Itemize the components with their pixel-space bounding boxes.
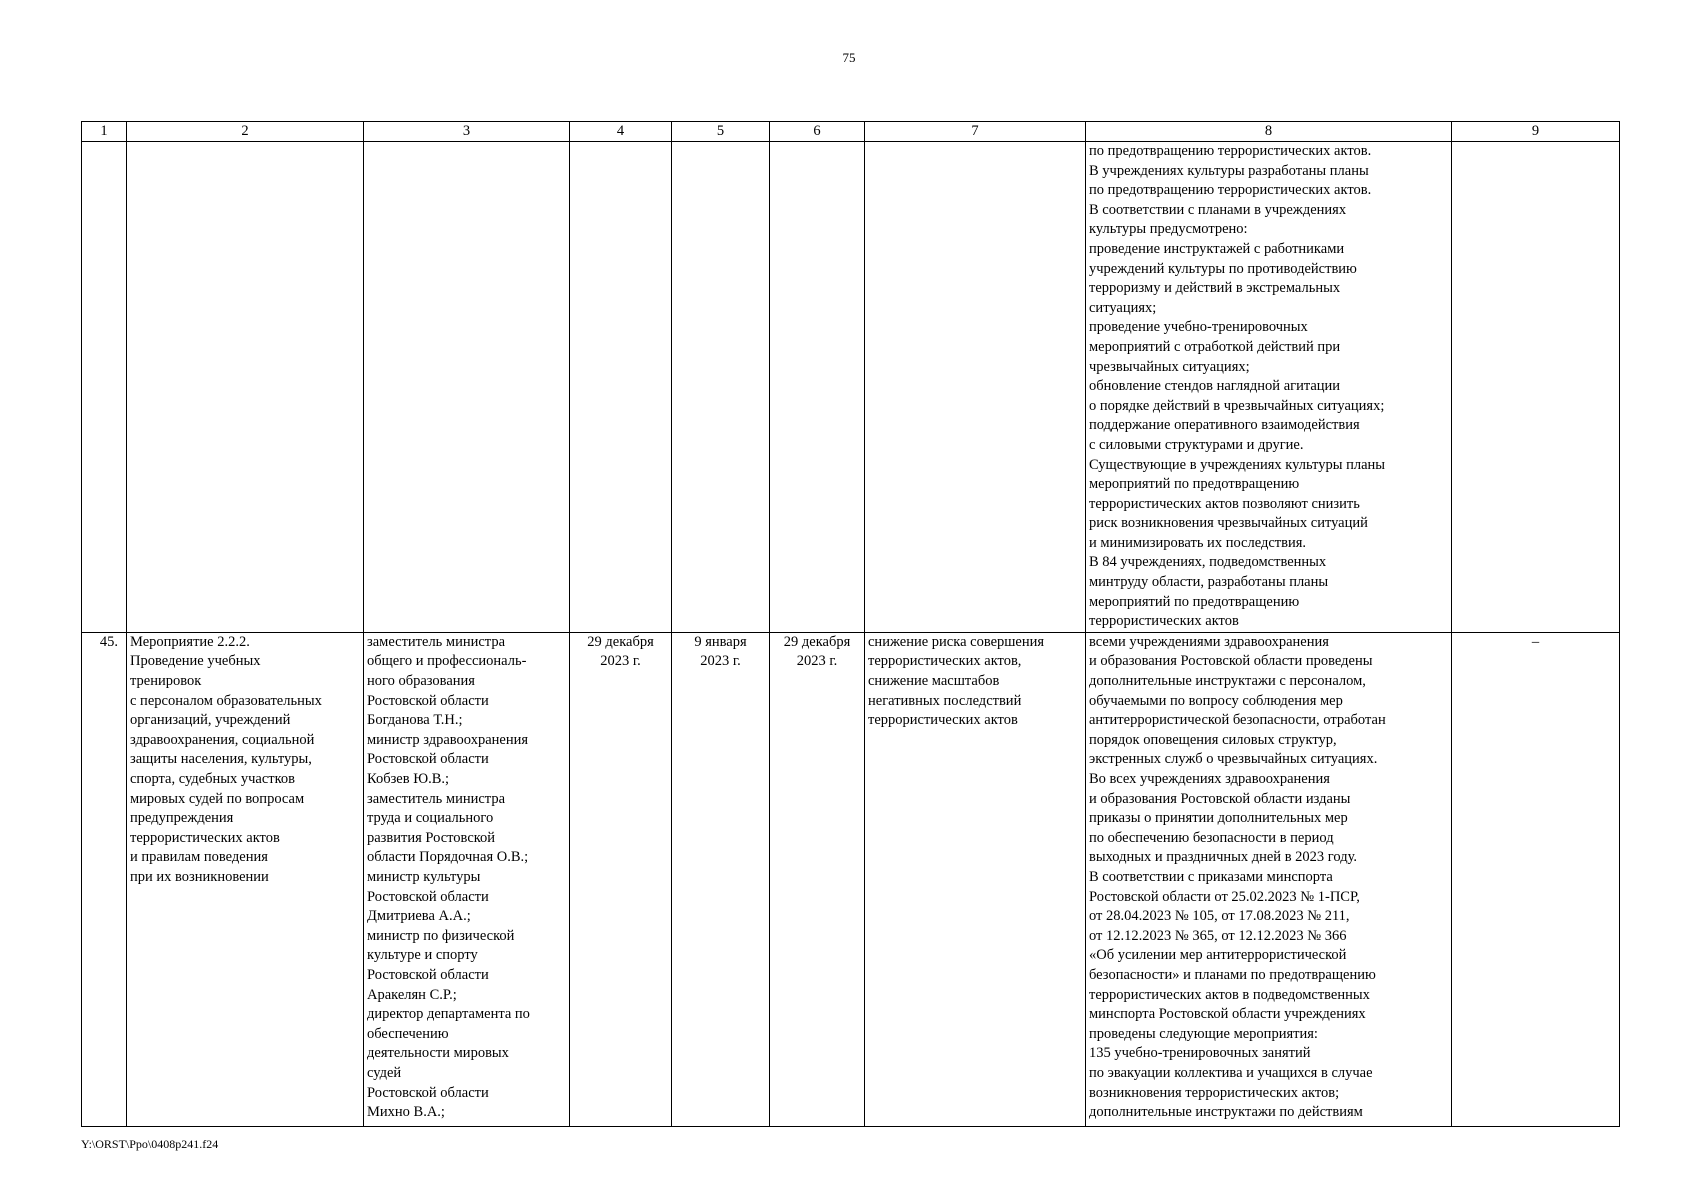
file-path-footer: Y:\ORST\Ppo\0408p241.f24 — [81, 1137, 219, 1151]
cell-end-date — [770, 142, 865, 633]
header-col-9: 9 — [1452, 122, 1620, 142]
header-col-3: 3 — [364, 122, 570, 142]
cell-actual-result: по предотвращению террористических актов. В учреждениях культуры разработаны планы по предотвращению террористических актов. В соответствии с планами в учреждениях культуры предусмотрено: проведение инструктажей с работниками учреждений культуры по противодействию терроризму и действий в экстремальных ситуациях; проведение учебно-тренировочных мероприятий с отработкой действий при чрезвычайных ситуациях; обновление стендов наглядной агитации о порядке действий в чрезвычайных ситуациях; поддержание оперативного взаимодействия с силовыми структурами и другие. Существующие в учреждениях культуры планы мероприятий по предотвращению террористических актов позволяют снизить риск возникновения чрезвычайных ситуаций и минимизировать их последствия. В 84 учреждениях, подведомственных минтруду области, разработаны планы мероприятий по предотвращению террористических актов — [1086, 142, 1452, 633]
header-col-4: 4 — [570, 122, 672, 142]
header-col-5: 5 — [672, 122, 770, 142]
cell-start-date: 9 января 2023 г. — [672, 632, 770, 1126]
cell-notes: – — [1452, 632, 1620, 1126]
header-col-2: 2 — [127, 122, 364, 142]
cell-notes — [1452, 142, 1620, 633]
cell-end-date: 29 декабря 2023 г. — [770, 632, 865, 1126]
cell-number: 45. — [82, 632, 127, 1126]
header-col-6: 6 — [770, 122, 865, 142]
cell-activity: Мероприятие 2.2.2. Проведение учебных тренировок с персоналом образовательных организаций, учреждений здравоохранения, социальной защиты населения, культуры, спорта, судебных участков мировых судей по вопросам предупреждения террористических актов и правилам поведения при их возникновении — [127, 632, 364, 1126]
cell-activity — [127, 142, 364, 633]
cell-actual-result: всеми учреждениями здравоохранения и образования Ростовской области проведены дополнительные инструктажи с персоналом, обучаемыми по вопросу соблюдения мер антитеррористической безопасности, отработан порядок оповещения силовых структур, экстренных служб о чрезвычайных ситуациях. Во всех учреждениях здравоохранения и образования Ростовской области изданы приказы о принятии дополнительных мер по обеспечению безопасности в период выходных и праздничных дней в 2023 году. В соответствии с приказами минспорта Ростовской области от 25.02.2023 № 1-ПСР, от 28.04.2023 № 105, от 17.08.2023 № 211, от 12.12.2023 № 365, от 12.12.2023 № 366 «Об усилении мер антитеррористической безопасности» и планами по предотвращению террористических актов в подведомственных минспорта Ростовской области учреждениях проведены следующие мероприятия: 135 учебно-тренировочных занятий по эвакуации коллектива и учащихся в случае возникновения террористических актов; дополнительные инструктажи по действиям — [1086, 632, 1452, 1126]
header-col-8: 8 — [1086, 122, 1452, 142]
column-number-header-row — [82, 122, 1620, 142]
page-number: 75 — [842, 50, 856, 65]
table-row-45 — [82, 632, 1620, 1126]
header-col-1: 1 — [82, 122, 127, 142]
header-col-7: 7 — [865, 122, 1086, 142]
table-row-continuation — [82, 142, 1620, 633]
report-table — [81, 121, 1620, 1127]
cell-responsible: заместитель министра общего и профессиональ- ного образования Ростовской области Богданова Т.Н.; министр здравоохранения Ростовской области Кобзев Ю.В.; заместитель министра труда и социального развития Ростовской области Порядочная О.В.; министр культуры Ростовской области Дмитриева А.А.; министр по физической культуре и спорту Ростовской области Аракелян С.Р.; директор департамента по обеспечению деятельности мировых судей Ростовской области Михно В.А.; — [364, 632, 570, 1126]
cell-planned-date — [570, 142, 672, 633]
cell-planned-date: 29 декабря 2023 г. — [570, 632, 672, 1126]
cell-expected-result — [865, 142, 1086, 633]
cell-number — [82, 142, 127, 633]
cell-responsible — [364, 142, 570, 633]
cell-start-date — [672, 142, 770, 633]
cell-expected-result: снижение риска совершения террористических актов, снижение масштабов негативных последствий террористических актов — [865, 632, 1086, 1126]
